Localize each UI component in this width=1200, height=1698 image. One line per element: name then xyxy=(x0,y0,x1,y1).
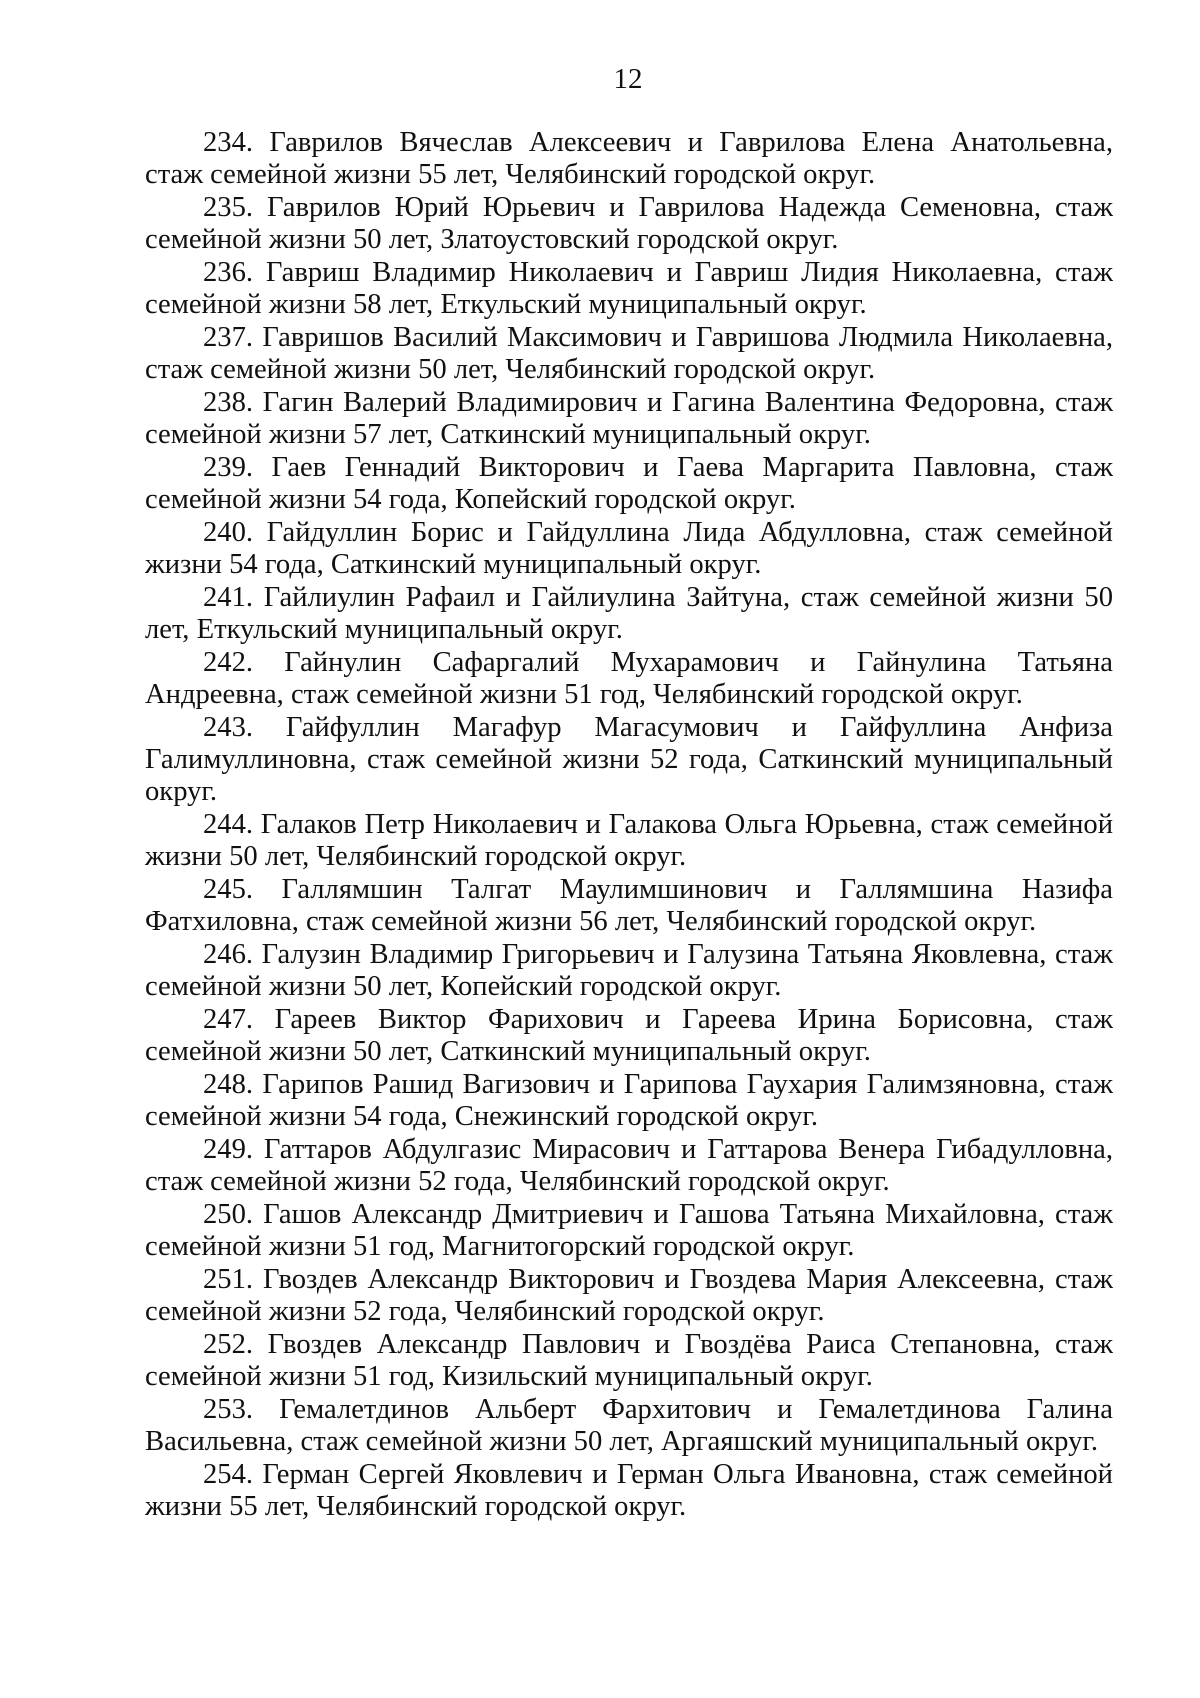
list-item: 234. Гаврилов Вячеслав Алексеевич и Гаврилова Елена Анатольевна, стаж семейной жизни 55 лет, Челябинский городской округ. xyxy=(145,127,1113,190)
list-item: 239. Гаев Геннадий Викторович и Гаева Маргарита Павловна, стаж семейной жизни 54 года, Копейский городской округ. xyxy=(145,452,1113,515)
list-item: 253. Гемалетдинов Альберт Фархитович и Гемалетдинова Галина Васильевна, стаж семейной жизни 50 лет, Аргаяшский муниципальный округ. xyxy=(145,1394,1113,1457)
list-item: 248. Гарипов Рашид Вагизович и Гарипова Гаухария Галимзяновна, стаж семейной жизни 54 года, Снежинский городской округ. xyxy=(145,1069,1113,1132)
page-number: 12 xyxy=(613,63,643,95)
list-item: 237. Гавришов Василий Максимович и Гавришова Людмила Николаевна, стаж семейной жизни 50 лет, Челябинский городской округ. xyxy=(145,322,1113,385)
list-item: 244. Галаков Петр Николаевич и Галакова Ольга Юрьевна, стаж семейной жизни 50 лет, Челябинский городской округ. xyxy=(145,809,1113,872)
list-item: 249. Гаттаров Абдулгазис Мирасович и Гаттарова Венера Гибадулловна, стаж семейной жизни 52 года, Челябинский городской округ. xyxy=(145,1134,1113,1197)
list-item: 252. Гвоздев Александр Павлович и Гвоздёва Раиса Степановна, стаж семейной жизни 51 год, Кизильский муниципальный округ. xyxy=(145,1329,1113,1392)
entry-list xyxy=(145,127,1113,1524)
list-item: 245. Галлямшин Талгат Маулимшинович и Галлямшина Назифа Фатхиловна, стаж семейной жизни 56 лет, Челябинский городской округ. xyxy=(145,874,1113,937)
list-item: 242. Гайнулин Сафаргалий Мухарамович и Гайнулина Татьяна Андреевна, стаж семейной жизни 51 год, Челябинский городской округ. xyxy=(145,647,1113,710)
list-item: 250. Гашов Александр Дмитриевич и Гашова Татьяна Михайловна, стаж семейной жизни 51 год, Магнитогорский городской округ. xyxy=(145,1199,1113,1262)
list-item: 243. Гайфуллин Магафур Магасумович и Гайфуллина Анфиза Галимуллиновна, стаж семейной жизни 52 года, Саткинский муниципальный округ. xyxy=(145,712,1113,807)
list-item: 241. Гайлиулин Рафаил и Гайлиулина Зайтуна, стаж семейной жизни 50 лет, Еткульский муниципальный округ. xyxy=(145,582,1113,645)
list-item: 235. Гаврилов Юрий Юрьевич и Гаврилова Надежда Семеновна, стаж семейной жизни 50 лет, Златоустовский городской округ. xyxy=(145,192,1113,255)
list-item: 251. Гвоздев Александр Викторович и Гвоздева Мария Алексеевна, стаж семейной жизни 52 года, Челябинский городской округ. xyxy=(145,1264,1113,1327)
list-item: 236. Гавриш Владимир Николаевич и Гавриш Лидия Николаевна, стаж семейной жизни 58 лет, Еткульский муниципальный округ. xyxy=(145,257,1113,320)
list-item: 238. Гагин Валерий Владимирович и Гагина Валентина Федоровна, стаж семейной жизни 57 лет, Саткинский муниципальный округ. xyxy=(145,387,1113,450)
list-item: 247. Гареев Виктор Фарихович и Гареева Ирина Борисовна, стаж семейной жизни 50 лет, Саткинский муниципальный округ. xyxy=(145,1004,1113,1067)
list-item: 240. Гайдуллин Борис и Гайдуллина Лида Абдулловна, стаж семейной жизни 54 года, Саткинский муниципальный округ. xyxy=(145,517,1113,580)
list-item: 254. Герман Сергей Яковлевич и Герман Ольга Ивановна, стаж семейной жизни 55 лет, Челябинский городской округ. xyxy=(145,1459,1113,1522)
list-item: 246. Галузин Владимир Григорьевич и Галузина Татьяна Яковлевна, стаж семейной жизни 50 лет, Копейский городской округ. xyxy=(145,939,1113,1002)
